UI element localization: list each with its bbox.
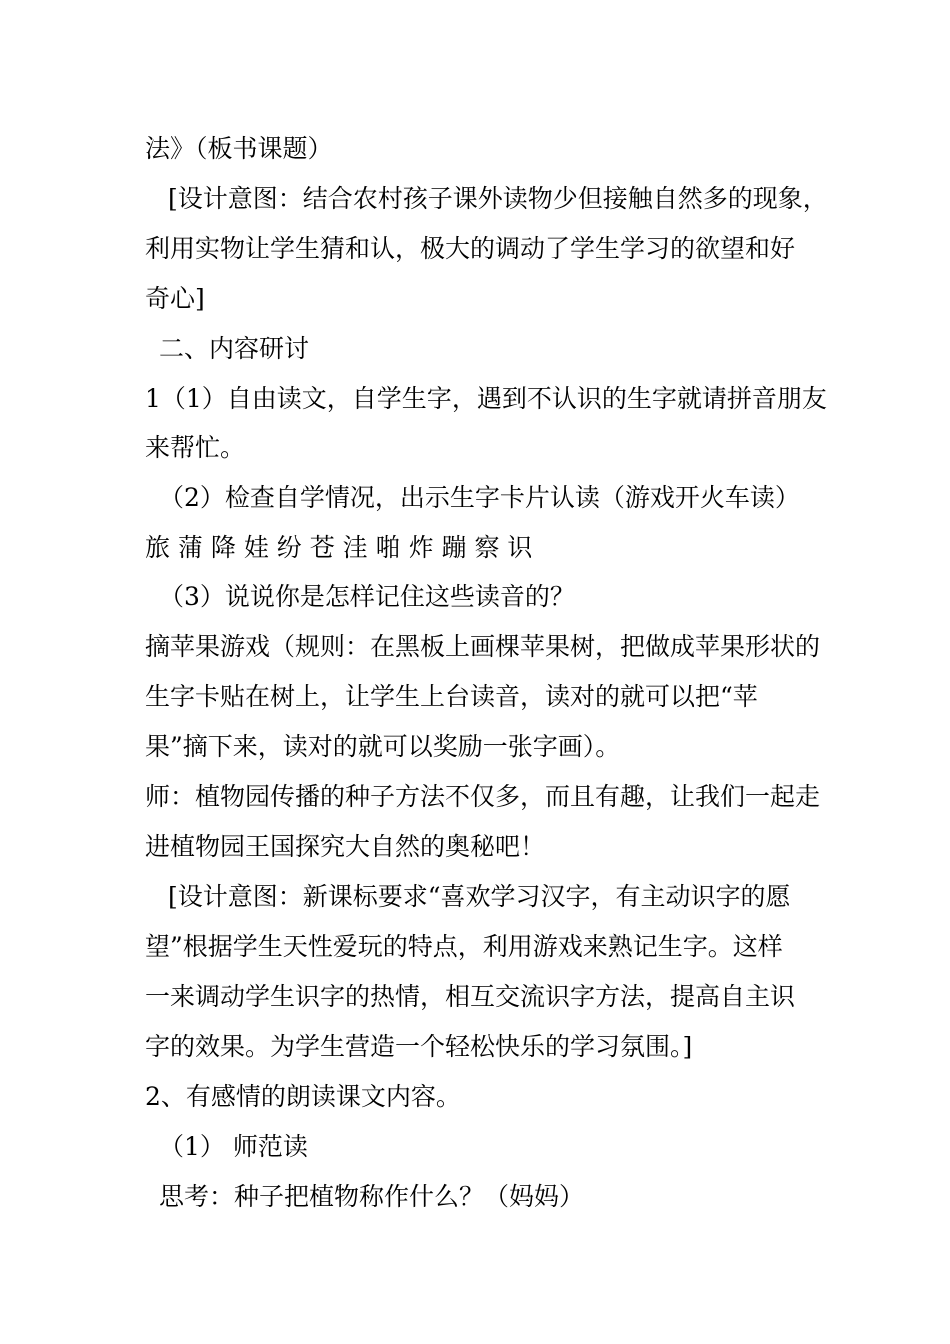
text-line: 果”摘下来，读对的就可以奖励一张字画）。 (145, 732, 621, 761)
text-line: 生字卡贴在树上，让学生上台读音，读对的就可以把“苹 (145, 682, 758, 711)
vocabulary-characters: 旅 蒲 降 娃 纷 苍 洼 啪 炸 蹦 察 识 (145, 533, 533, 562)
text-line: （1） 师范读 (159, 1132, 308, 1161)
text-line: 师：植物园传播的种子方法不仅多，而且有趣，让我们一起走 (145, 782, 821, 811)
text-line: 利用实物让学生猜和认，极大的调动了学生学习的欲望和好 (145, 234, 796, 263)
design-intent-paragraph: [设计意图：新课标要求“喜欢学习汉字，有主动识字的愿 (168, 882, 791, 911)
text-line: 一来调动学生识字的热情，相互交流识字方法，提高自主识 (145, 982, 796, 1011)
text-line: （2）检查自学情况，出示生字卡片认读（游戏开火车读） (159, 483, 800, 512)
text-line: 思考：种子把植物称作什么？（妈妈） (159, 1182, 585, 1211)
text-line: 法》（板书课题） (145, 134, 333, 163)
section-heading: 二、内容研讨 (159, 334, 310, 363)
text-line: 摘苹果游戏（规则：在黑板上画棵苹果树，把做成苹果形状的 (145, 632, 821, 661)
text-line: 望”根据学生天性爱玩的特点，利用游戏来熟记生字。这样 (145, 932, 783, 961)
text-line: 1（1）自由读文，自学生字，遇到不认识的生字就请拼音朋友 (145, 384, 827, 413)
text-line: 奇心] (145, 284, 205, 313)
text-line: 2、有感情的朗读课文内容。 (145, 1082, 461, 1111)
text-line: 字的效果。为学生营造一个轻松快乐的学习氛围。] (145, 1032, 693, 1061)
text-line: （3）说说你是怎样记住这些读音的？ (159, 582, 575, 611)
design-intent-paragraph: [设计意图：结合农村孩子课外读物少但接触自然多的现象， (168, 184, 828, 213)
text-line: 来帮忙。 (145, 433, 246, 462)
text-line: 进植物园王国探究大自然的奥秘吧！ (145, 832, 546, 861)
